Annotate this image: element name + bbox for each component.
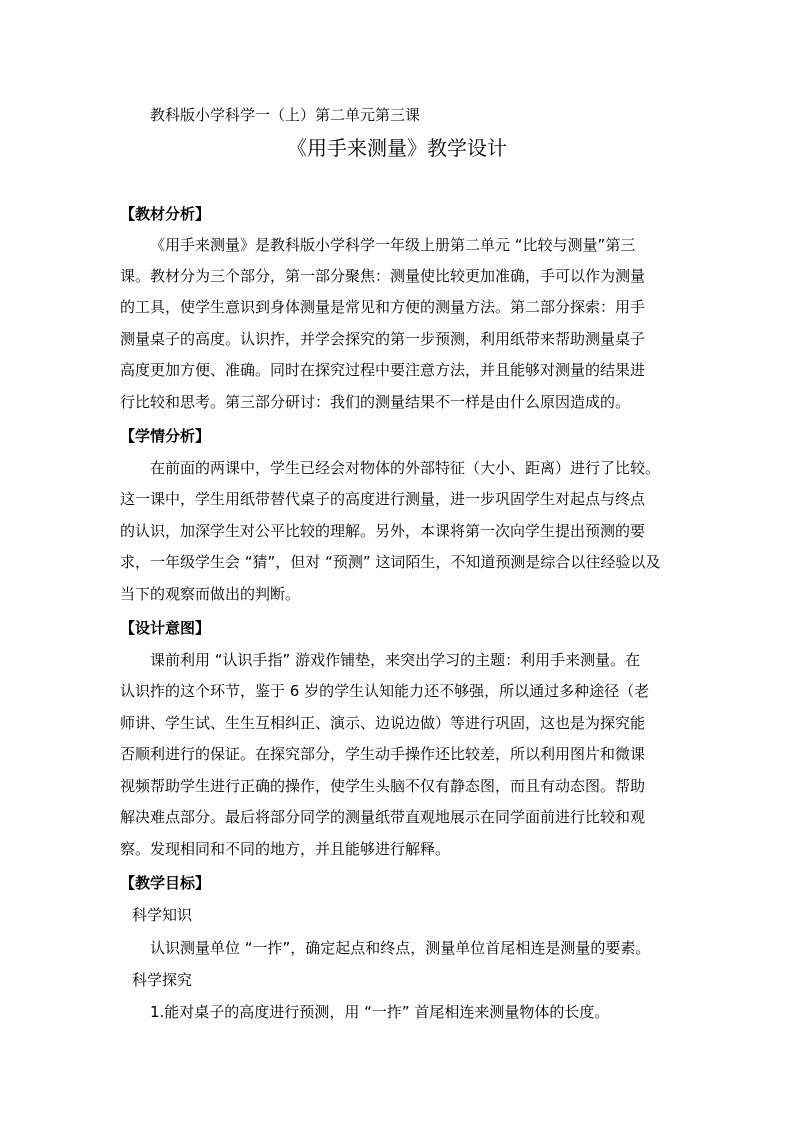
document-title: 《用手来测量》教学设计 xyxy=(287,136,507,160)
paragraph-line: 在前面的两课中，学生已经会对物体的外部特征（大小、距离）进行了比较。 xyxy=(150,459,661,477)
paragraph-line: 当下的观察而做出的判断。 xyxy=(120,585,301,603)
paragraph-line: 师讲、学生试、生生互相纠正、演示、边说边做）等进行巩固，这也是为探究能 xyxy=(120,714,646,732)
paragraph-line: 《用手来测量》是教科版小学科学一年级上册第二单元 “比较与测量”第三 xyxy=(150,236,636,254)
paragraph-line: 行比较和思考。第三部分研讨：我们的测量结果不一样是由什么原因造成的。 xyxy=(120,393,631,411)
paragraph-line: 的工具，使学生意识到身体测量是常见和方便的测量方法。第二部分探索：用手 xyxy=(120,298,646,316)
paragraph-line: 认识测量单位 “一拃”，确定起点和终点，测量单位首尾相连是测量的要素。 xyxy=(150,939,651,957)
subheading-inquiry: 科学探究 xyxy=(132,971,193,989)
paragraph-line: 课前利用 “认识手指” 游戏作铺垫，来突出学习的主题：利用手来测量。在 xyxy=(150,651,641,669)
paragraph-line: 这一课中，学生用纸带替代桌子的高度进行测量，进一步巩固学生对起点与终点 xyxy=(120,490,646,508)
paragraph-line: 否顺利进行的保证。在探究部分，学生动手操作还比较差，所以利用图片和微课 xyxy=(120,745,646,763)
paragraph-line: 课。教材分为三个部分，第一部分聚焦：测量使比较更加准确，手可以作为测量 xyxy=(120,267,646,285)
paragraph-line: 视频帮助学生进行正确的操作，使学生头脑不仅有静态图，而且有动态图。帮助 xyxy=(120,777,646,795)
paragraph-line: 认识拃的这个环节，鉴于 6 岁的学生认知能力还不够强，所以通过多种途径（老 xyxy=(120,682,650,700)
paragraph-line: 解决难点部分。最后将部分同学的测量纸带直观地展示在同学面前进行比较和观 xyxy=(120,808,646,826)
document-subtitle: 教科版小学科学一（上）第二单元第三课 xyxy=(150,106,421,124)
paragraph-line: 测量桌子的高度。认识拃，并学会探究的第一步预测，利用纸带来帮助测量桌子 xyxy=(120,330,646,348)
section-heading-goals: 【教学目标】 xyxy=(120,874,211,892)
paragraph-line: 高度更加方便、准确。同时在探究过程中要注意方法，并且能够对测量的结果进 xyxy=(120,361,646,379)
section-heading-material: 【教材分析】 xyxy=(120,205,211,223)
section-heading-students: 【学情分析】 xyxy=(120,427,211,445)
paragraph-line: 1.能对桌子的高度进行预测，用 “一拃” 首尾相连来测量物体的长度。 xyxy=(150,1003,610,1021)
section-heading-intent: 【设计意图】 xyxy=(120,619,211,637)
paragraph-line: 的认识，加深学生对公平比较的理解。另外，本课将第一次向学生提出预测的要 xyxy=(120,522,646,540)
paragraph-line: 察。发现相同和不同的地方，并且能够进行解释。 xyxy=(120,840,451,858)
paragraph-line: 求，一年级学生会 “猜”，但对 “预测” 这词陌生，不知道预测是综合以往经验以及 xyxy=(120,553,661,571)
subheading-knowledge: 科学知识 xyxy=(132,906,193,924)
